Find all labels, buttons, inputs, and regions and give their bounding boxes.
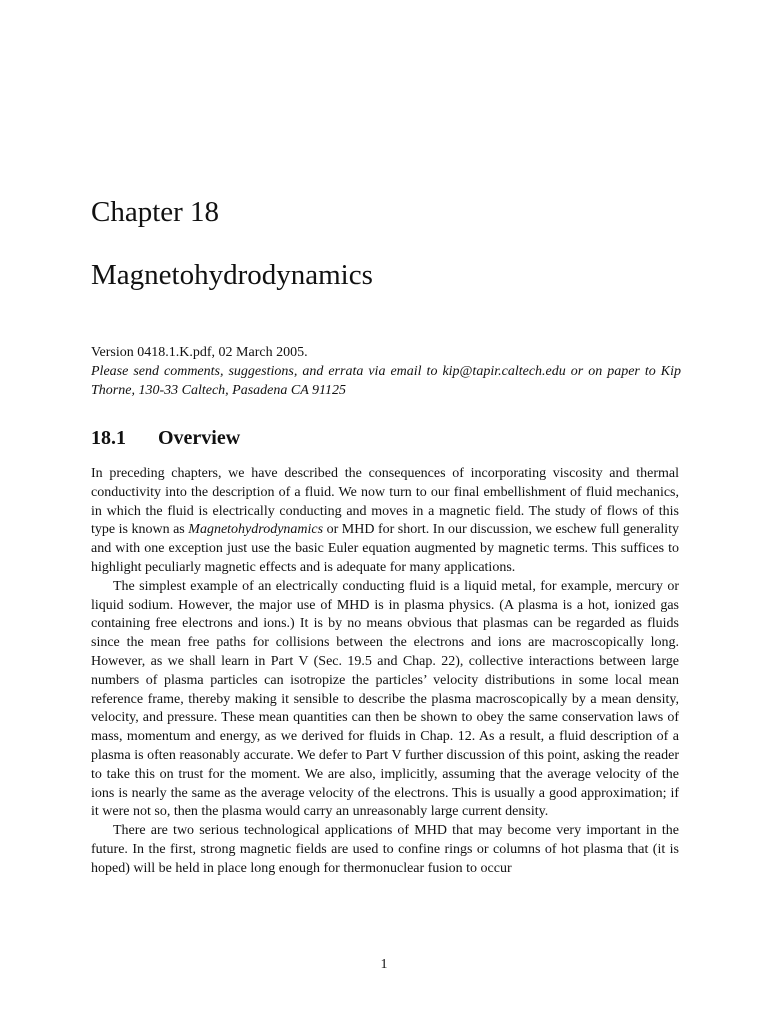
page-number: 1 bbox=[380, 957, 388, 972]
chapter-title: Magnetohydrodynamics bbox=[91, 259, 373, 291]
paragraph-1-text-b: or MHD for short. In our discussion, we eschew full generality and with one exception just use the basic Euler equation augmented by magnetic terms. This suffices to highlight peculiarly magnetic effects and is adequate for many applications. bbox=[91, 522, 679, 575]
section-title: Overview bbox=[158, 427, 241, 449]
paragraph-1-emphasis: Magnetohydrodynamics bbox=[188, 522, 324, 538]
paragraph-3: There are two serious technological applications of MHD that may become very important in the future. In the first, strong magnetic fields are used to confine rings or columns of hot plasma that (it is hoped) will be held in place long enough for thermonuclear fusion to occur bbox=[91, 823, 679, 876]
version-line: Version 0418.1.K.pdf, 02 March 2005. bbox=[91, 345, 308, 360]
section-number: 18.1 bbox=[91, 427, 126, 449]
paragraph-1 bbox=[91, 465, 679, 578]
body-text bbox=[91, 465, 679, 879]
paragraph-1-text-a: In preceding chapters, we have described the consequences of incorporating viscosity and thermal conductivity into the description of a fluid. We now turn to our final embellishment of fluid mechanics, in which the fluid is electrically conducting and moves in a magnetic field. The study of flows of this type is known as bbox=[91, 466, 679, 538]
section-heading bbox=[91, 425, 240, 451]
version-block bbox=[91, 343, 681, 400]
comments-note: Please send comments, suggestions, and errata via email to kip@tapir.caltech.edu or on paper to Kip Thorne, 130-33 Caltech, Pasadena CA 91125 bbox=[91, 364, 681, 398]
chapter-label: Chapter 18 bbox=[91, 196, 220, 228]
paragraph-2: The simplest example of an electrically conducting fluid is a liquid metal, for example, mercury or liquid sodium. However, the major use of MHD is in plasma physics. (A plasma is a hot, ionized gas containing free electrons and ions.) It is by no means obvious that plasmas can be regarded as fluids since the mean free paths for collisions between the electrons and ions are macroscopically long. However, as we shall learn in Part V (Sec. 19.5 and Chap. 22), collective interactions between large numbers of plasma particles can isotropize the particles’ velocity distributions in some local mean reference frame, thereby making it sensible to describe the plasma macroscopically by a mean density, velocity, and pressure. These mean quantities can then be shown to obey the same conservation laws of mass, momentum and energy, as we derived for fluids in Chap. 12. As a result, a fluid description of a plasma is often reasonably accurate. We defer to Part V further discussion of this point, asking the reader to take this on trust for the moment. We are also, implicitly, assuming that the average velocity of the ions is nearly the same as the average velocity of the electrons. This is usually a good approximation; if it were not so, then the plasma would carry an unreasonably large current density. bbox=[91, 578, 679, 820]
